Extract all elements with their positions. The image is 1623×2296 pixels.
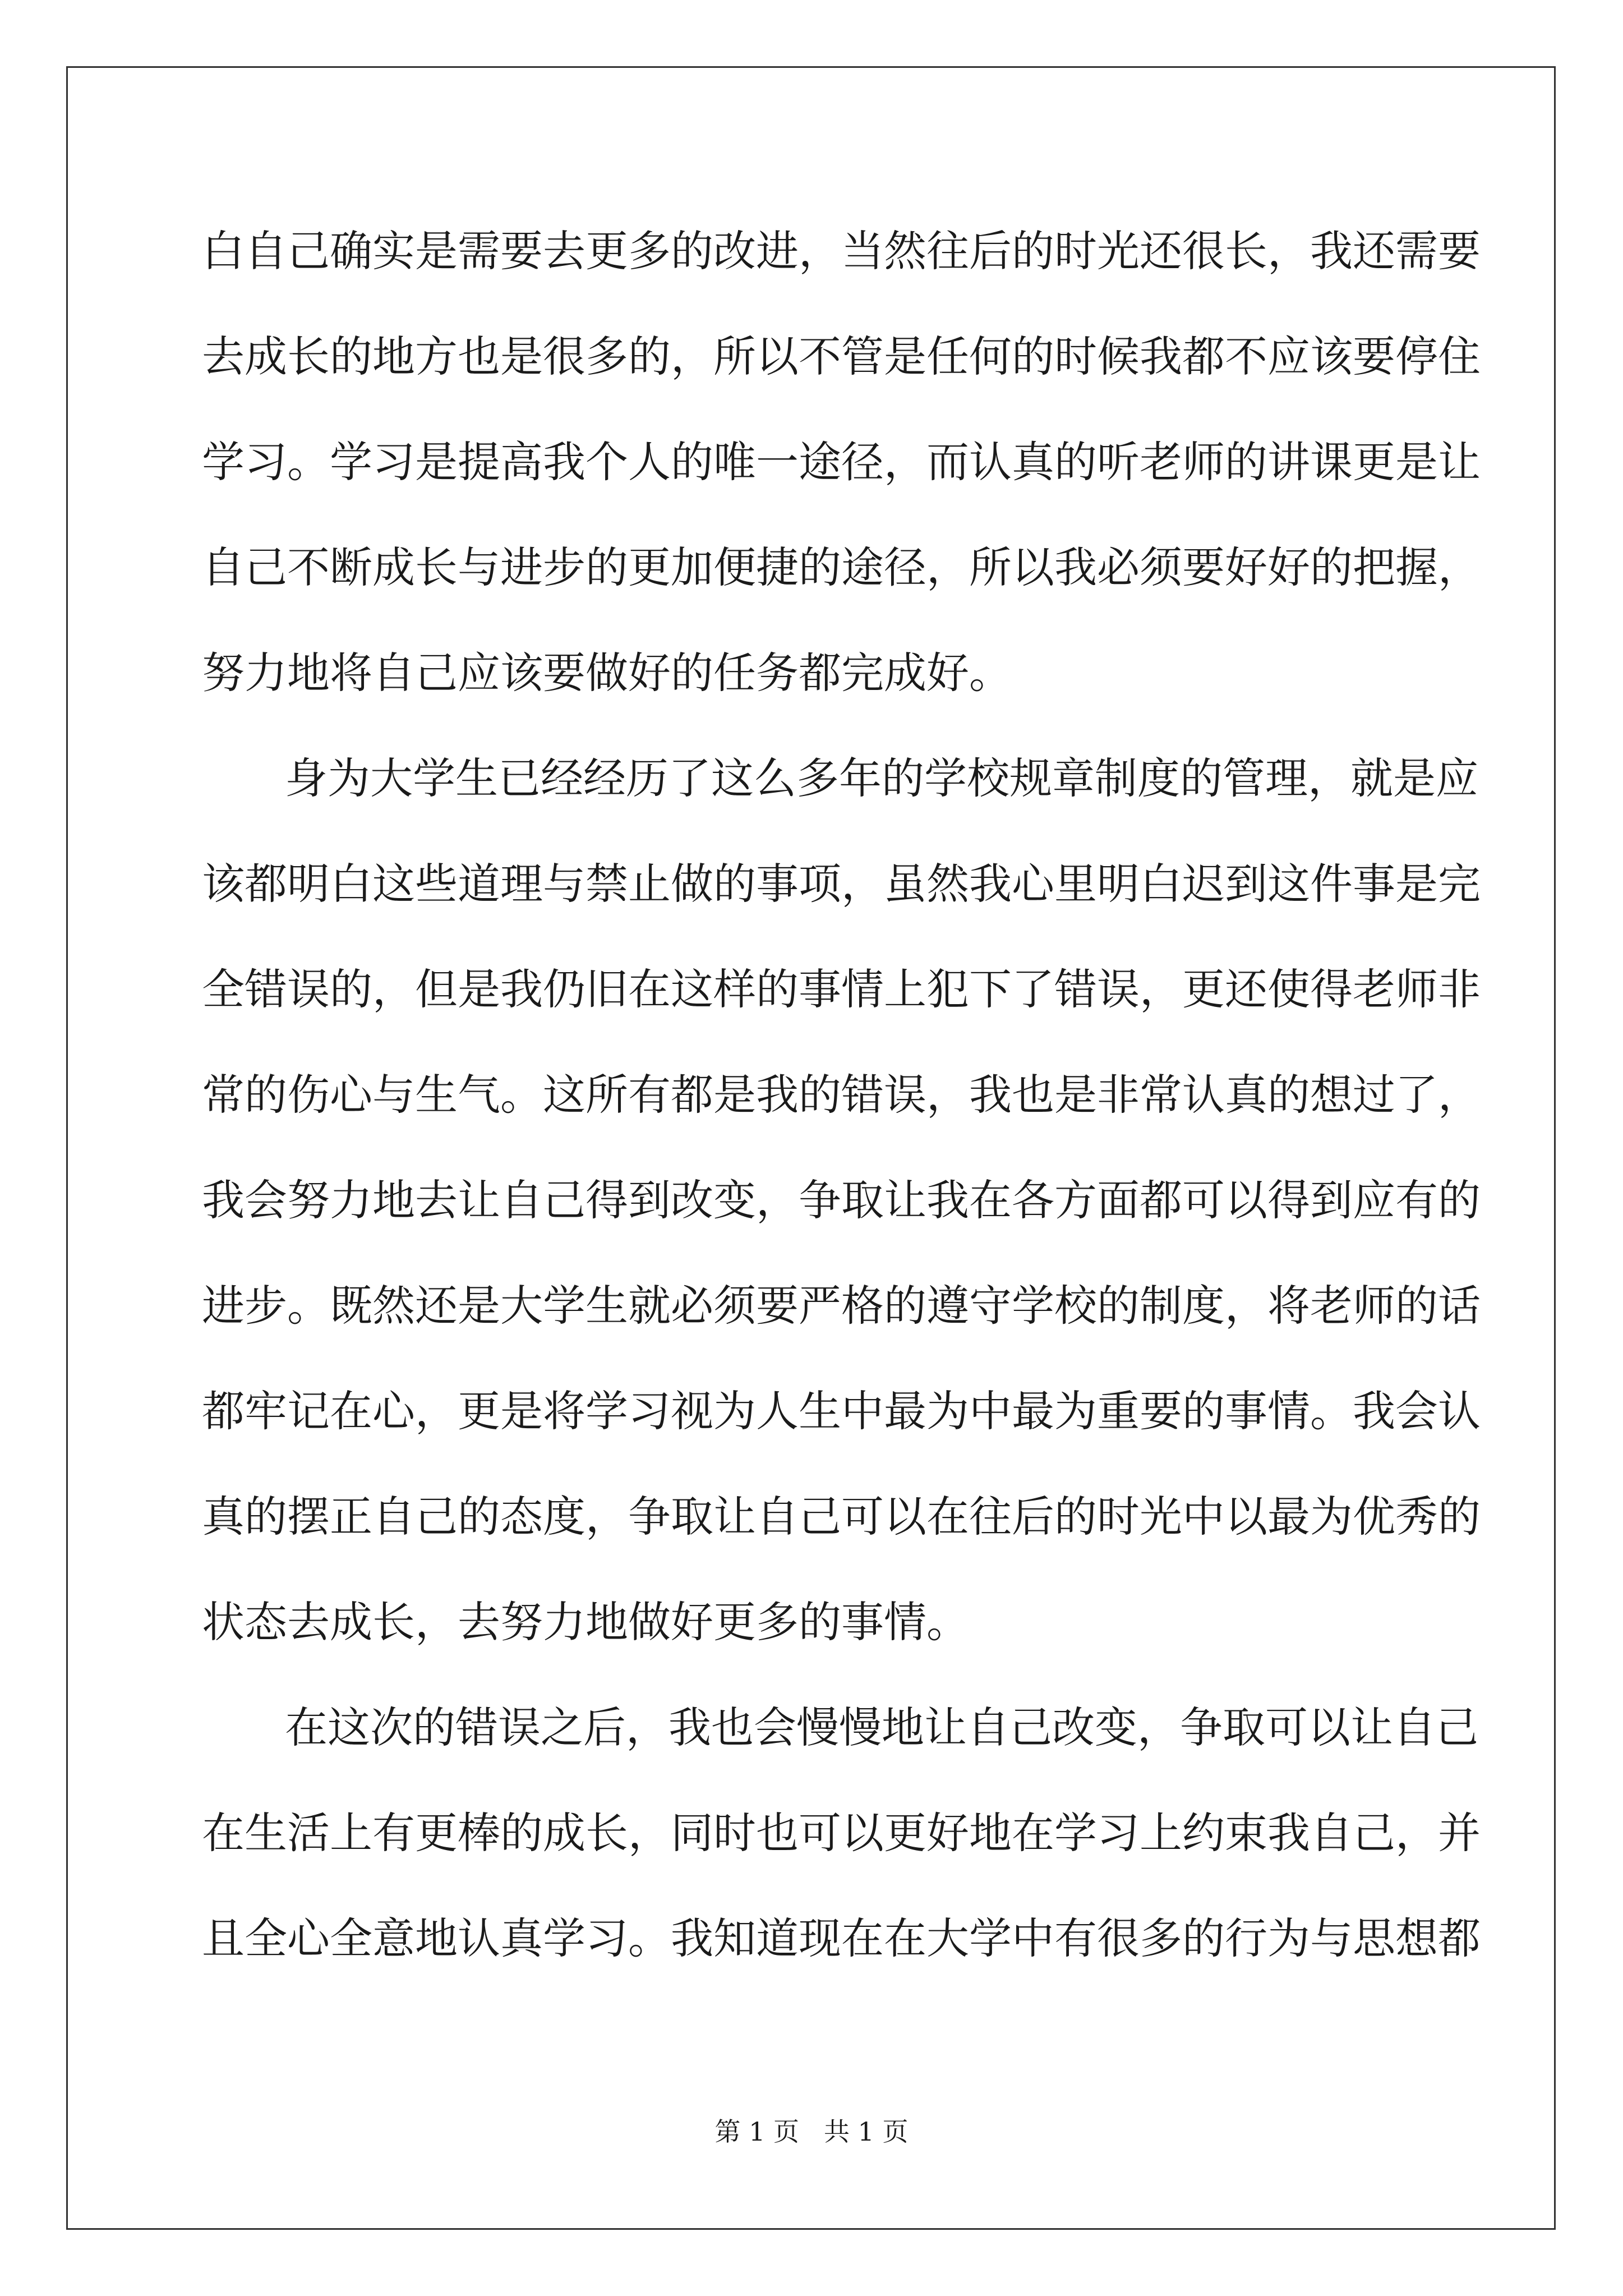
text-line: 且全心全意地认真学习。我知道现在在大学中有很多的行为与思想都 bbox=[202, 1913, 1481, 1963]
document-body bbox=[202, 218, 1481, 2010]
page-total: 共 1 页 bbox=[823, 2116, 909, 2147]
text-line: 在这次的错误之后，我也会慢慢地让自己改变，争取可以让自己 bbox=[285, 1703, 1478, 1752]
text-line: 都牢记在心，更是将学习视为人生中最为中最为重要的事情。我会认 bbox=[202, 1386, 1481, 1436]
text-line: 自己不断成长与进步的更加便捷的途径，所以我必须要好好的把握， bbox=[202, 542, 1481, 592]
text-line: 进步。既然还是大学生就必须要严格的遵守学校的制度，将老师的话 bbox=[202, 1281, 1481, 1331]
text-line: 去成长的地方也是很多的，所以不管是任何的时候我都不应该要停住 bbox=[202, 332, 1481, 381]
text-line: 全错误的，但是我仍旧在这样的事情上犯下了错误，更还使得老师非 bbox=[202, 964, 1481, 1014]
page-number: 第 1 页 bbox=[714, 2116, 800, 2147]
text-line: 努力地将自己应该要做好的任务都完成好。 bbox=[202, 648, 1012, 698]
text-line: 常的伤心与生气。这所有都是我的错误，我也是非常认真的想过了， bbox=[202, 1070, 1481, 1120]
text-line: 真的摆正自己的态度，争取让自己可以在往后的时光中以最为优秀的 bbox=[202, 1492, 1481, 1542]
text-line: 白自己确实是需要去更多的改进，当然往后的时光还很长，我还需要 bbox=[202, 226, 1481, 276]
text-line: 在生活上有更棒的成长，同时也可以更好地在学习上约束我自己，并 bbox=[202, 1808, 1481, 1858]
page-footer bbox=[0, 2115, 1623, 2148]
text-line: 学习。学习是提高我个人的唯一途径，而认真的听老师的讲课更是让 bbox=[202, 437, 1481, 487]
text-line: 该都明白这些道理与禁止做的事项，虽然我心里明白迟到这件事是完 bbox=[202, 859, 1481, 909]
text-line: 身为大学生已经经历了这么多年的学校规章制度的管理，就是应 bbox=[285, 753, 1478, 803]
text-line: 状态去成长，去努力地做好更多的事情。 bbox=[202, 1597, 969, 1647]
text-line: 我会努力地去让自己得到改变，争取让我在各方面都可以得到应有的 bbox=[202, 1175, 1481, 1225]
